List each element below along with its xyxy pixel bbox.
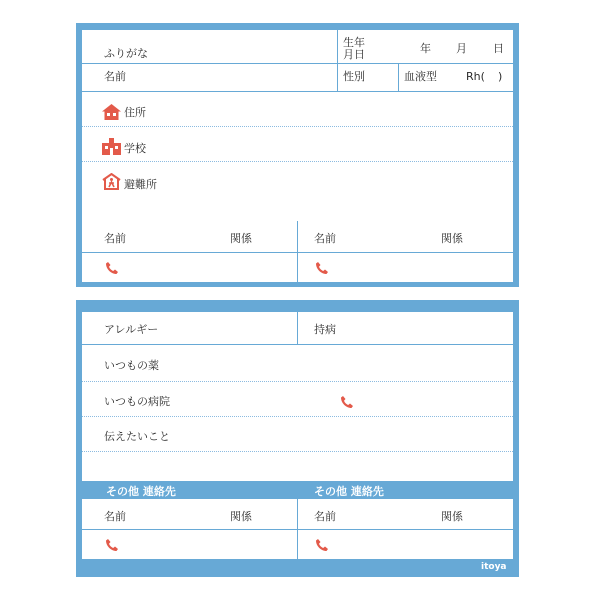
school-label: 学校 (124, 142, 146, 155)
emergency-contacts-panel (82, 221, 513, 282)
name-label: 名前 (104, 70, 126, 83)
school-icon (102, 138, 121, 155)
furigana-label: ふりがな (104, 47, 148, 60)
chronic-illness-label: 持病 (314, 323, 336, 336)
other-contacts-panel (82, 499, 513, 559)
other-1-relation-label: 関係 (230, 510, 252, 523)
other-1-name-label: 名前 (104, 510, 126, 523)
hospital-label: いつもの病院 (104, 395, 170, 408)
shelter-label: 避難所 (124, 178, 157, 191)
house-icon (102, 104, 121, 120)
shelter-icon (102, 173, 121, 190)
month-label: 月 (456, 42, 467, 55)
other-contact-1-header: その他 連絡先 (106, 485, 176, 498)
birth-label-line1: 生年 (343, 36, 365, 49)
birth-label-line2: 月日 (343, 48, 365, 61)
medicine-label: いつもの薬 (104, 359, 159, 372)
medical-info-panel (82, 312, 513, 481)
contact-2-name-label: 名前 (314, 232, 336, 245)
rh-close: ) (498, 70, 503, 83)
phone-icon (340, 395, 354, 409)
emergency-card-back (76, 300, 519, 577)
contact-1-name-label: 名前 (104, 232, 126, 245)
contact-2-relation-label: 関係 (441, 232, 463, 245)
phone-icon (105, 538, 119, 552)
day-label: 日 (493, 42, 504, 55)
personal-info-panel (82, 30, 513, 221)
emergency-contact-1-header: 緊急連絡先 1 (88, 205, 155, 218)
blood-type-label: 血液型 (404, 70, 437, 83)
brand-logo: itoya (481, 562, 507, 572)
phone-icon (105, 261, 119, 275)
address-label: 住所 (124, 106, 146, 119)
phone-icon (315, 538, 329, 552)
year-label: 年 (420, 42, 431, 55)
allergy-label: アレルギー (104, 323, 159, 336)
other-contact-2-header: その他 連絡先 (314, 485, 384, 498)
emergency-card-front (76, 23, 519, 287)
message-label: 伝えたいこと (104, 430, 170, 443)
rh-label: Rh( (466, 70, 485, 83)
emergency-contact-2-header: 緊急連絡先 2 (311, 205, 378, 218)
other-2-name-label: 名前 (314, 510, 336, 523)
phone-icon (315, 261, 329, 275)
other-2-relation-label: 関係 (441, 510, 463, 523)
contact-1-relation-label: 関係 (230, 232, 252, 245)
gender-label: 性別 (343, 70, 365, 83)
